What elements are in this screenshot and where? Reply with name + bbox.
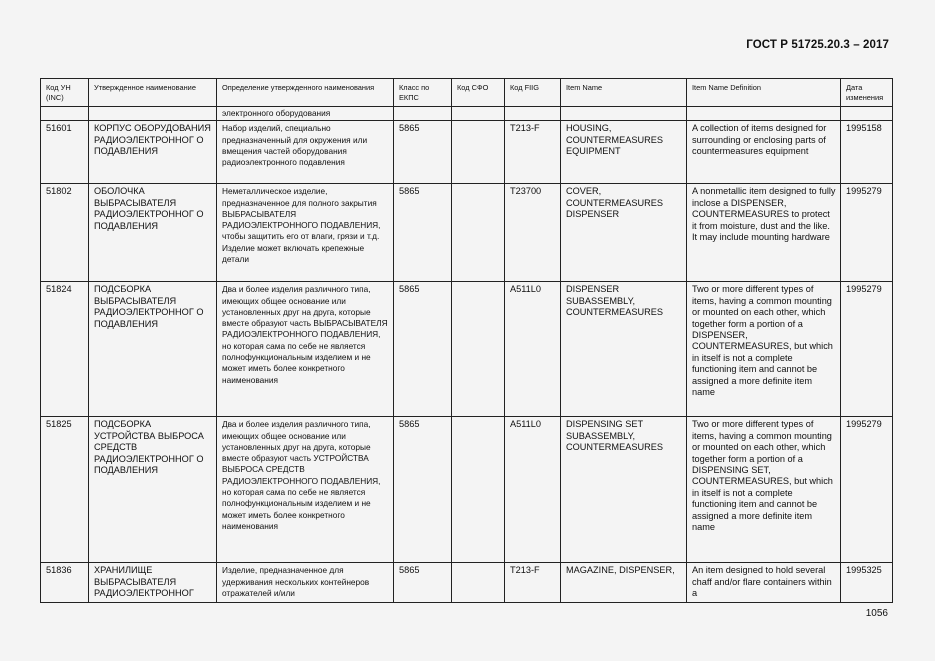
cell-class: 5865	[394, 121, 452, 184]
cell-sfo	[452, 417, 505, 563]
cell-definition-ru: Набор изделий, специально предназначенный для окружения или вмещения частей оборудования радиоэлектронного подавления	[217, 121, 394, 184]
table-row	[41, 184, 893, 282]
cell-inc: 51825	[41, 417, 89, 563]
cell-change-date: 1995279	[841, 417, 893, 563]
cell-item-name: DISPENSING SET SUBASSEMBLY, COUNTERMEASURES	[561, 417, 687, 563]
cell-definition-ru: Изделие, предназначенное для удерживания нескольких контейнеров отражателей и/или	[217, 563, 394, 602]
cell-sfo	[452, 563, 505, 602]
cell-approved-name: ОБОЛОЧКА ВЫБРАСЫВАТЕЛЯ РАДИОЭЛЕКТРОННОГ О ПОДАВЛЕНИЯ	[89, 184, 217, 282]
cell-item-definition: A nonmetallic item designed to fully inclose a DISPENSER, COUNTERMEASURES to protect it from moisture, dust and the like. It may include mounting hardware	[687, 184, 841, 282]
cell-change-date: 1995279	[841, 282, 893, 417]
cell-change-date: 1995325	[841, 563, 893, 602]
col-header-approved-name: Утвержденное наименование	[89, 79, 217, 107]
col-header-item-name: Item Name	[561, 79, 687, 107]
col-header-sfo: Код СФО	[452, 79, 505, 107]
cell-item-name: COVER, COUNTERMEASURES DISPENSER	[561, 184, 687, 282]
cell-item-name: MAGAZINE, DISPENSER,	[561, 563, 687, 602]
cell-definition-ru: Два и более изделия различного типа, имеющих общее основание или установленных друг на друга, которые вместе образуют часть УСТРОЙСТВА ВЫБРОСА СРЕДСТВ РАДИОЭЛЕКТРОННОГО ПОДАВЛЕНИЯ, но которая сама по себе не является полнофункциональным изделием и не может иметь более конкретного наименования	[217, 417, 394, 563]
cell-change-date: 1995279	[841, 184, 893, 282]
cell-class: 5865	[394, 563, 452, 602]
cell-item-definition: Two or more different types of items, having a common mounting or mounted on each other, which together form a portion of a DISPENSING SET, COUNTERMEASURES, but which in itself is not a complete functioning item and cannot be assigned a more definite item name	[687, 417, 841, 563]
col-header-fiig: Код FIIG	[505, 79, 561, 107]
col-header-class: Класс по ЕКПС	[394, 79, 452, 107]
cell-inc: 51601	[41, 121, 89, 184]
cell-item-definition: An item designed to hold several chaff and/or flare containers within a	[687, 563, 841, 602]
cell-approved-name: ХРАНИЛИЩЕ ВЫБРАСЫВАТЕЛЯ РАДИОЭЛЕКТРОННОГ	[89, 563, 217, 602]
cell-definition-ru: Неметаллическое изделие, предназначенное для полного закрытия ВЫБРАСЫВАТЕЛЯ РАДИОЭЛЕКТРОННОГО ПОДАВЛЕНИЯ, чтобы защитить его от влаги, грязи и т.д. Изделие может включать крепежные детали	[217, 184, 394, 282]
document-title: ГОСТ Р 51725.20.3 – 2017	[746, 39, 889, 51]
table-row	[41, 282, 893, 417]
cell-fiig: T213-F	[505, 121, 561, 184]
col-header-change-date: Дата изменения	[841, 79, 893, 107]
cell-fiig: A511L0	[505, 417, 561, 563]
table-header-row	[41, 79, 893, 107]
cell-inc: 51824	[41, 282, 89, 417]
col-header-definition-ru: Определение утвержденного наименования	[217, 79, 394, 107]
continuation-text: электронного оборудования	[217, 107, 394, 121]
page-number: 1056	[865, 608, 888, 619]
cell-class: 5865	[394, 184, 452, 282]
cell-inc: 51836	[41, 563, 89, 602]
cell-change-date: 1995158	[841, 121, 893, 184]
cell-fiig: A511L0	[505, 282, 561, 417]
cell-item-definition: Two or more different types of items, having a common mounting or mounted on each other, which together form a portion of a DISPENSER, COUNTERMEASURES, but which in itself is not a complete functioning item and cannot be assigned a more definite item name	[687, 282, 841, 417]
cell-item-name: HOUSING, COUNTERMEASURES EQUIPMENT	[561, 121, 687, 184]
col-header-item-definition: Item Name Definition	[687, 79, 841, 107]
cell-inc: 51802	[41, 184, 89, 282]
cell-approved-name: ПОДСБОРКА УСТРОЙСТВА ВЫБРОСА СРЕДСТВ РАДИОЭЛЕКТРОННОГ О ПОДАВЛЕНИЯ	[89, 417, 217, 563]
continuation-row	[41, 107, 893, 121]
cell-item-definition: A collection of items designed for surrounding or enclosing parts of countermeasures equipment	[687, 121, 841, 184]
cell-approved-name: ПОДСБОРКА ВЫБРАСЫВАТЕЛЯ РАДИОЭЛЕКТРОННОГ О ПОДАВЛЕНИЯ	[89, 282, 217, 417]
table-row	[41, 563, 893, 602]
cell-class: 5865	[394, 417, 452, 563]
cell-fiig: T23700	[505, 184, 561, 282]
cell-sfo	[452, 184, 505, 282]
cell-definition-ru: Два и более изделия различного типа, имеющих общее основание или установленных друг на друга, которые вместе образуют часть ВЫБРАСЫВАТЕЛЯ РАДИОЭЛЕКТРОННОГО ПОДАВЛЕНИЯ, но которая сама по себе не является полнофункциональным изделием и не может иметь более конкретного наименования	[217, 282, 394, 417]
cell-sfo	[452, 121, 505, 184]
table-row	[41, 121, 893, 184]
cell-approved-name: КОРПУС ОБОРУДОВАНИЯ РАДИОЭЛЕКТРОННОГ О ПОДАВЛЕНИЯ	[89, 121, 217, 184]
col-header-inc: Код УН (INC)	[41, 79, 89, 107]
cell-class: 5865	[394, 282, 452, 417]
cell-fiig: T213-F	[505, 563, 561, 602]
cell-sfo	[452, 282, 505, 417]
table-row	[41, 417, 893, 563]
cell-item-name: DISPENSER SUBASSEMBLY, COUNTERMEASURES	[561, 282, 687, 417]
nomenclature-table	[40, 78, 893, 603]
